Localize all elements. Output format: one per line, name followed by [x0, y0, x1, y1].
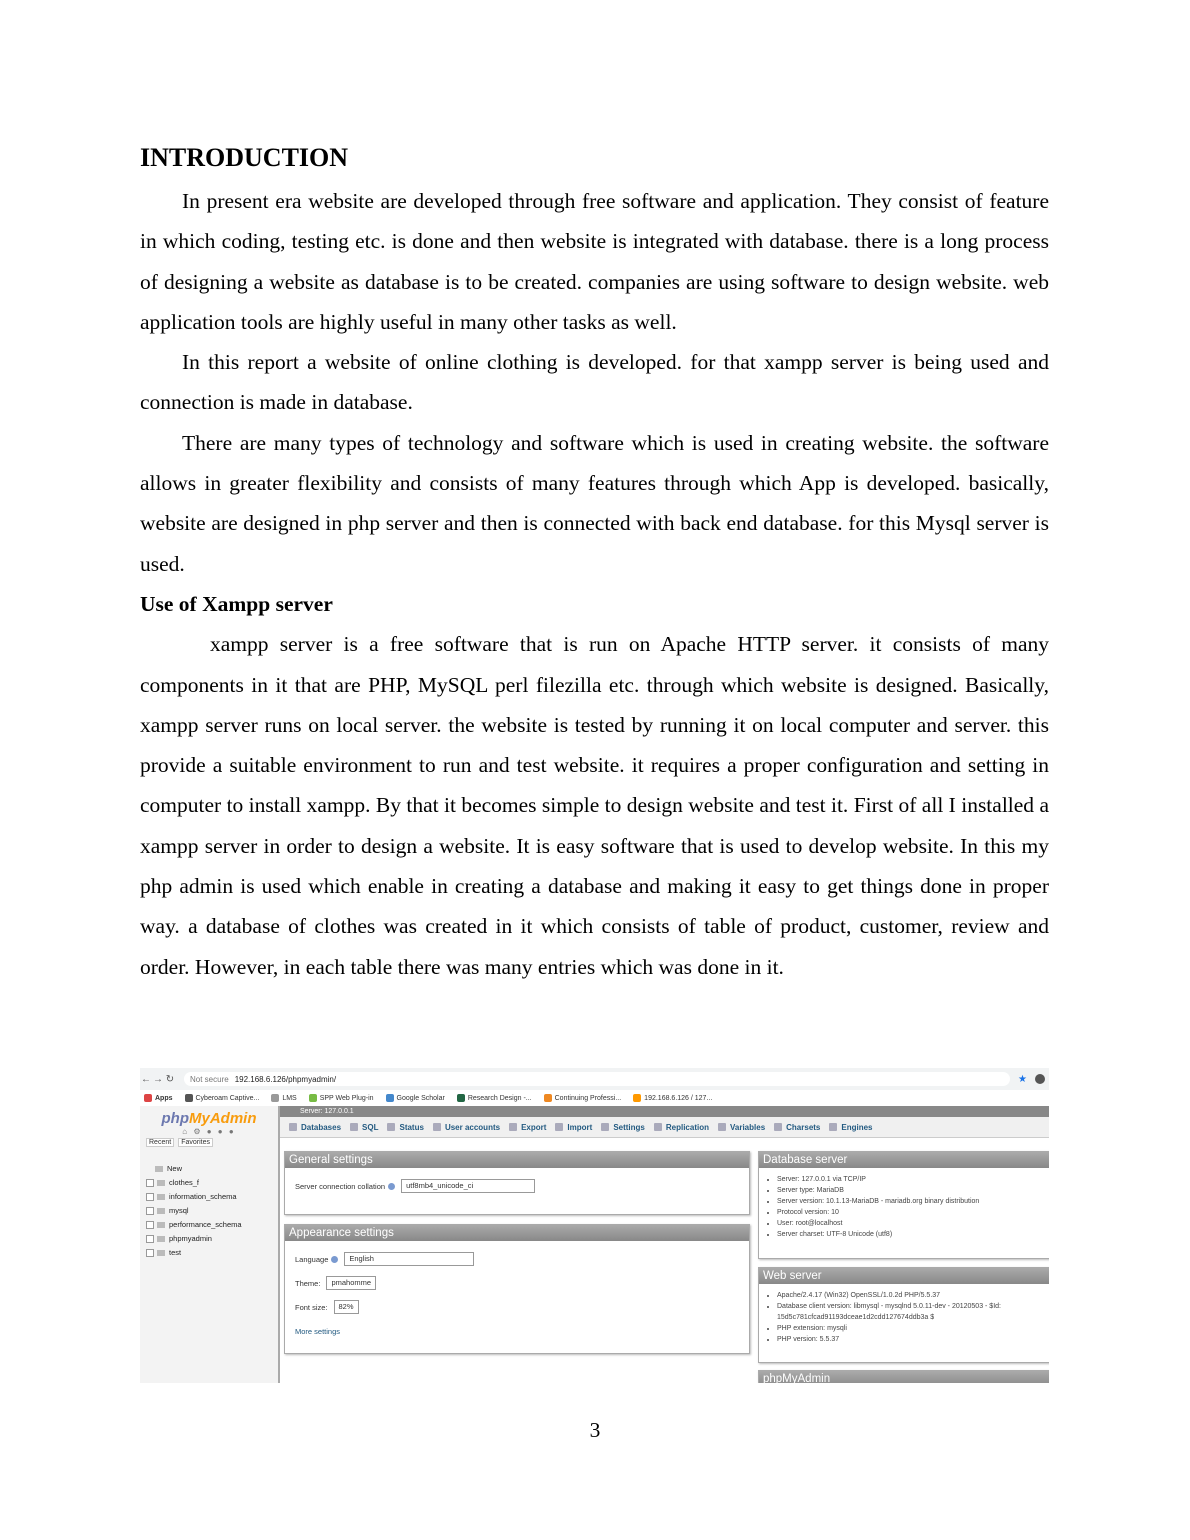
collation-select[interactable]: utf8mb4_unicode_ci	[401, 1179, 535, 1193]
help-icon[interactable]	[331, 1256, 338, 1263]
tab-databases[interactable]: Databases	[289, 1123, 341, 1132]
web-server-panel	[758, 1267, 1049, 1363]
info-item: • Protocol version: 10	[777, 1207, 1047, 1218]
tab-replication[interactable]: Replication	[654, 1123, 709, 1132]
account-icon[interactable]	[1035, 1074, 1045, 1084]
url-text: 192.168.6.126/phpmyadmin/	[234, 1074, 337, 1084]
bookmark-lms[interactable]: LMS	[271, 1094, 296, 1102]
home-icons[interactable]: ⌂ ⚙ ● ● ●	[182, 1127, 236, 1136]
paragraph-2: In this report a website of online clothing is developed. for that xampp server is being used and connection is made in database.	[140, 350, 1049, 415]
forward-icon[interactable]: →	[153, 1073, 163, 1085]
back-icon[interactable]: ←	[141, 1073, 151, 1085]
bookmark-research[interactable]: Research Design -...	[457, 1094, 532, 1102]
database-server-title: Database server	[759, 1152, 1049, 1168]
theme-label: Theme:	[295, 1278, 321, 1288]
bookmark-cyberoam[interactable]: Cyberoam Captive...	[185, 1094, 260, 1102]
paragraph-1: In present era website are developed through free software and application. They consist of feature in which coding, testing etc. is done and then website is integrated with database. there is a long process of designing a website as database is to be created. companies are using software to design website. web application tools are highly useful in many other tasks as well.	[140, 189, 1049, 334]
general-settings-panel	[284, 1151, 750, 1215]
navigation-panel	[140, 1106, 280, 1383]
tab-favorites[interactable]: Favorites	[178, 1138, 213, 1147]
language-select[interactable]: English	[344, 1252, 474, 1266]
tab-engines[interactable]: Engines	[829, 1123, 872, 1132]
appearance-settings-title: Appearance settings	[285, 1225, 749, 1241]
info-item: • PHP version: 5.5.37	[777, 1334, 1047, 1345]
bookmark-star-icon[interactable]: ★	[1018, 1073, 1027, 1085]
phpmyadmin-info-title: phpMyAdmin	[759, 1371, 1049, 1383]
bookmark-apps[interactable]: Apps	[144, 1094, 173, 1102]
phpmyadmin-info-panel	[758, 1370, 1049, 1383]
theme-select[interactable]: pmahomme	[326, 1276, 376, 1290]
fontsize-label: Font size:	[295, 1302, 328, 1312]
bookmark-spp[interactable]: SPP Web Plug-in	[309, 1094, 374, 1102]
tree-item[interactable]: mysql	[140, 1204, 278, 1218]
phpmyadmin-app	[140, 1106, 1049, 1383]
subheading: Use of Xampp server	[140, 591, 333, 616]
info-item: • Server type: MariaDB	[777, 1185, 1047, 1196]
info-item: • User: root@localhost	[777, 1218, 1047, 1229]
info-item: • Server charset: UTF-8 Unicode (utf8)	[777, 1229, 1047, 1240]
not-secure-label: Not secure	[190, 1074, 229, 1084]
address-bar[interactable]	[184, 1072, 1010, 1086]
info-item: • Database client version: libmysql - mysqlnd 5.0.11-dev - 20120503 - $Id: 15d5c781cfcad91193dceae1d2cdd127674ddb3a $	[777, 1301, 1047, 1323]
web-server-title: Web server	[759, 1268, 1049, 1284]
tab-user-accounts[interactable]: User accounts	[433, 1123, 500, 1132]
paragraph-4: xampp server is a free software that is run on Apache HTTP server. it consists of many components in it that are PHP, MySQL perl filezilla etc. through which website is designed. Basically, xampp server runs on local server. the website is tested by running it on local computer and server. this provide a suitable environment to run and test website. it requires a proper configuration and setting in computer to install xampp. By that it becomes simple to design website and test it. First of all I installed a xampp server in order to design a website. It is easy software that is used to develop website. In this my php admin is used which enable in creating a database and making it easy to get things done in proper way. a database of clothes was created in it which consists of table of product, customer, review and order. However, in each table there was many entries which was done in it.	[140, 632, 1049, 979]
browser-toolbar	[140, 1068, 1049, 1090]
top-menu	[280, 1117, 1049, 1138]
paragraph-3: There are many types of technology and software which is used in creating website. the software allows in greater flexibility and consists of many features through which App is developed. basically, website are designed in php server and then is connected with back end database. for this Mysql server is used.	[140, 430, 1049, 576]
reload-icon[interactable]: ↻	[165, 1073, 175, 1085]
database-tree	[140, 1162, 278, 1260]
phpmyadmin-screenshot	[140, 1068, 1049, 1383]
collation-label: Server connection collation	[295, 1181, 386, 1191]
tree-item[interactable]: phpmyadmin	[140, 1232, 278, 1246]
bookmark-pma[interactable]: 192.168.6.126 / 127...	[633, 1094, 712, 1102]
server-breadcrumb[interactable]: Server: 127.0.0.1	[280, 1106, 1049, 1117]
bookmark-scholar[interactable]: Google Scholar	[386, 1094, 445, 1102]
tree-item[interactable]: clothes_f	[140, 1176, 278, 1190]
tree-item[interactable]: New	[140, 1162, 278, 1176]
info-item: • PHP extension: mysqli	[777, 1323, 1047, 1334]
tab-import[interactable]: Import	[555, 1123, 592, 1132]
appearance-settings-panel	[284, 1224, 750, 1354]
left-tabs	[146, 1139, 278, 1146]
tab-charsets[interactable]: Charsets	[774, 1123, 820, 1132]
tab-status[interactable]: Status	[387, 1123, 423, 1132]
general-settings-title: General settings	[285, 1152, 749, 1168]
phpmyadmin-logo[interactable]: phpMyAdmin	[161, 1110, 257, 1127]
language-label: Language	[295, 1254, 329, 1264]
info-item: • Server: 127.0.0.1 via TCP/IP	[777, 1174, 1047, 1185]
fontsize-select[interactable]: 82%	[334, 1300, 359, 1314]
tree-item[interactable]: information_schema	[140, 1190, 278, 1204]
tab-recent[interactable]: Recent	[146, 1138, 174, 1147]
info-item: • Apache/2.4.17 (Win32) OpenSSL/1.0.2d PHP/5.5.37	[777, 1290, 1047, 1301]
tree-item[interactable]: test	[140, 1246, 278, 1260]
more-settings-link[interactable]: More settings	[295, 1326, 341, 1336]
tab-export[interactable]: Export	[509, 1123, 546, 1132]
document-body	[140, 140, 1049, 987]
tree-item[interactable]: performance_schema	[140, 1218, 278, 1232]
section-heading: INTRODUCTION	[140, 143, 349, 172]
page-number: 3	[589, 1418, 601, 1442]
main-panel	[280, 1106, 1049, 1383]
tab-sql[interactable]: SQL	[350, 1123, 378, 1132]
help-icon[interactable]	[388, 1183, 395, 1190]
database-server-panel	[758, 1151, 1049, 1259]
tab-settings[interactable]: Settings	[601, 1123, 645, 1132]
bookmark-continuing[interactable]: Continuing Professi...	[544, 1094, 622, 1102]
bookmarks-bar	[140, 1090, 1049, 1107]
info-item: • Server version: 10.1.13-MariaDB - mariadb.org binary distribution	[777, 1196, 1047, 1207]
tab-variables[interactable]: Variables	[718, 1123, 765, 1132]
